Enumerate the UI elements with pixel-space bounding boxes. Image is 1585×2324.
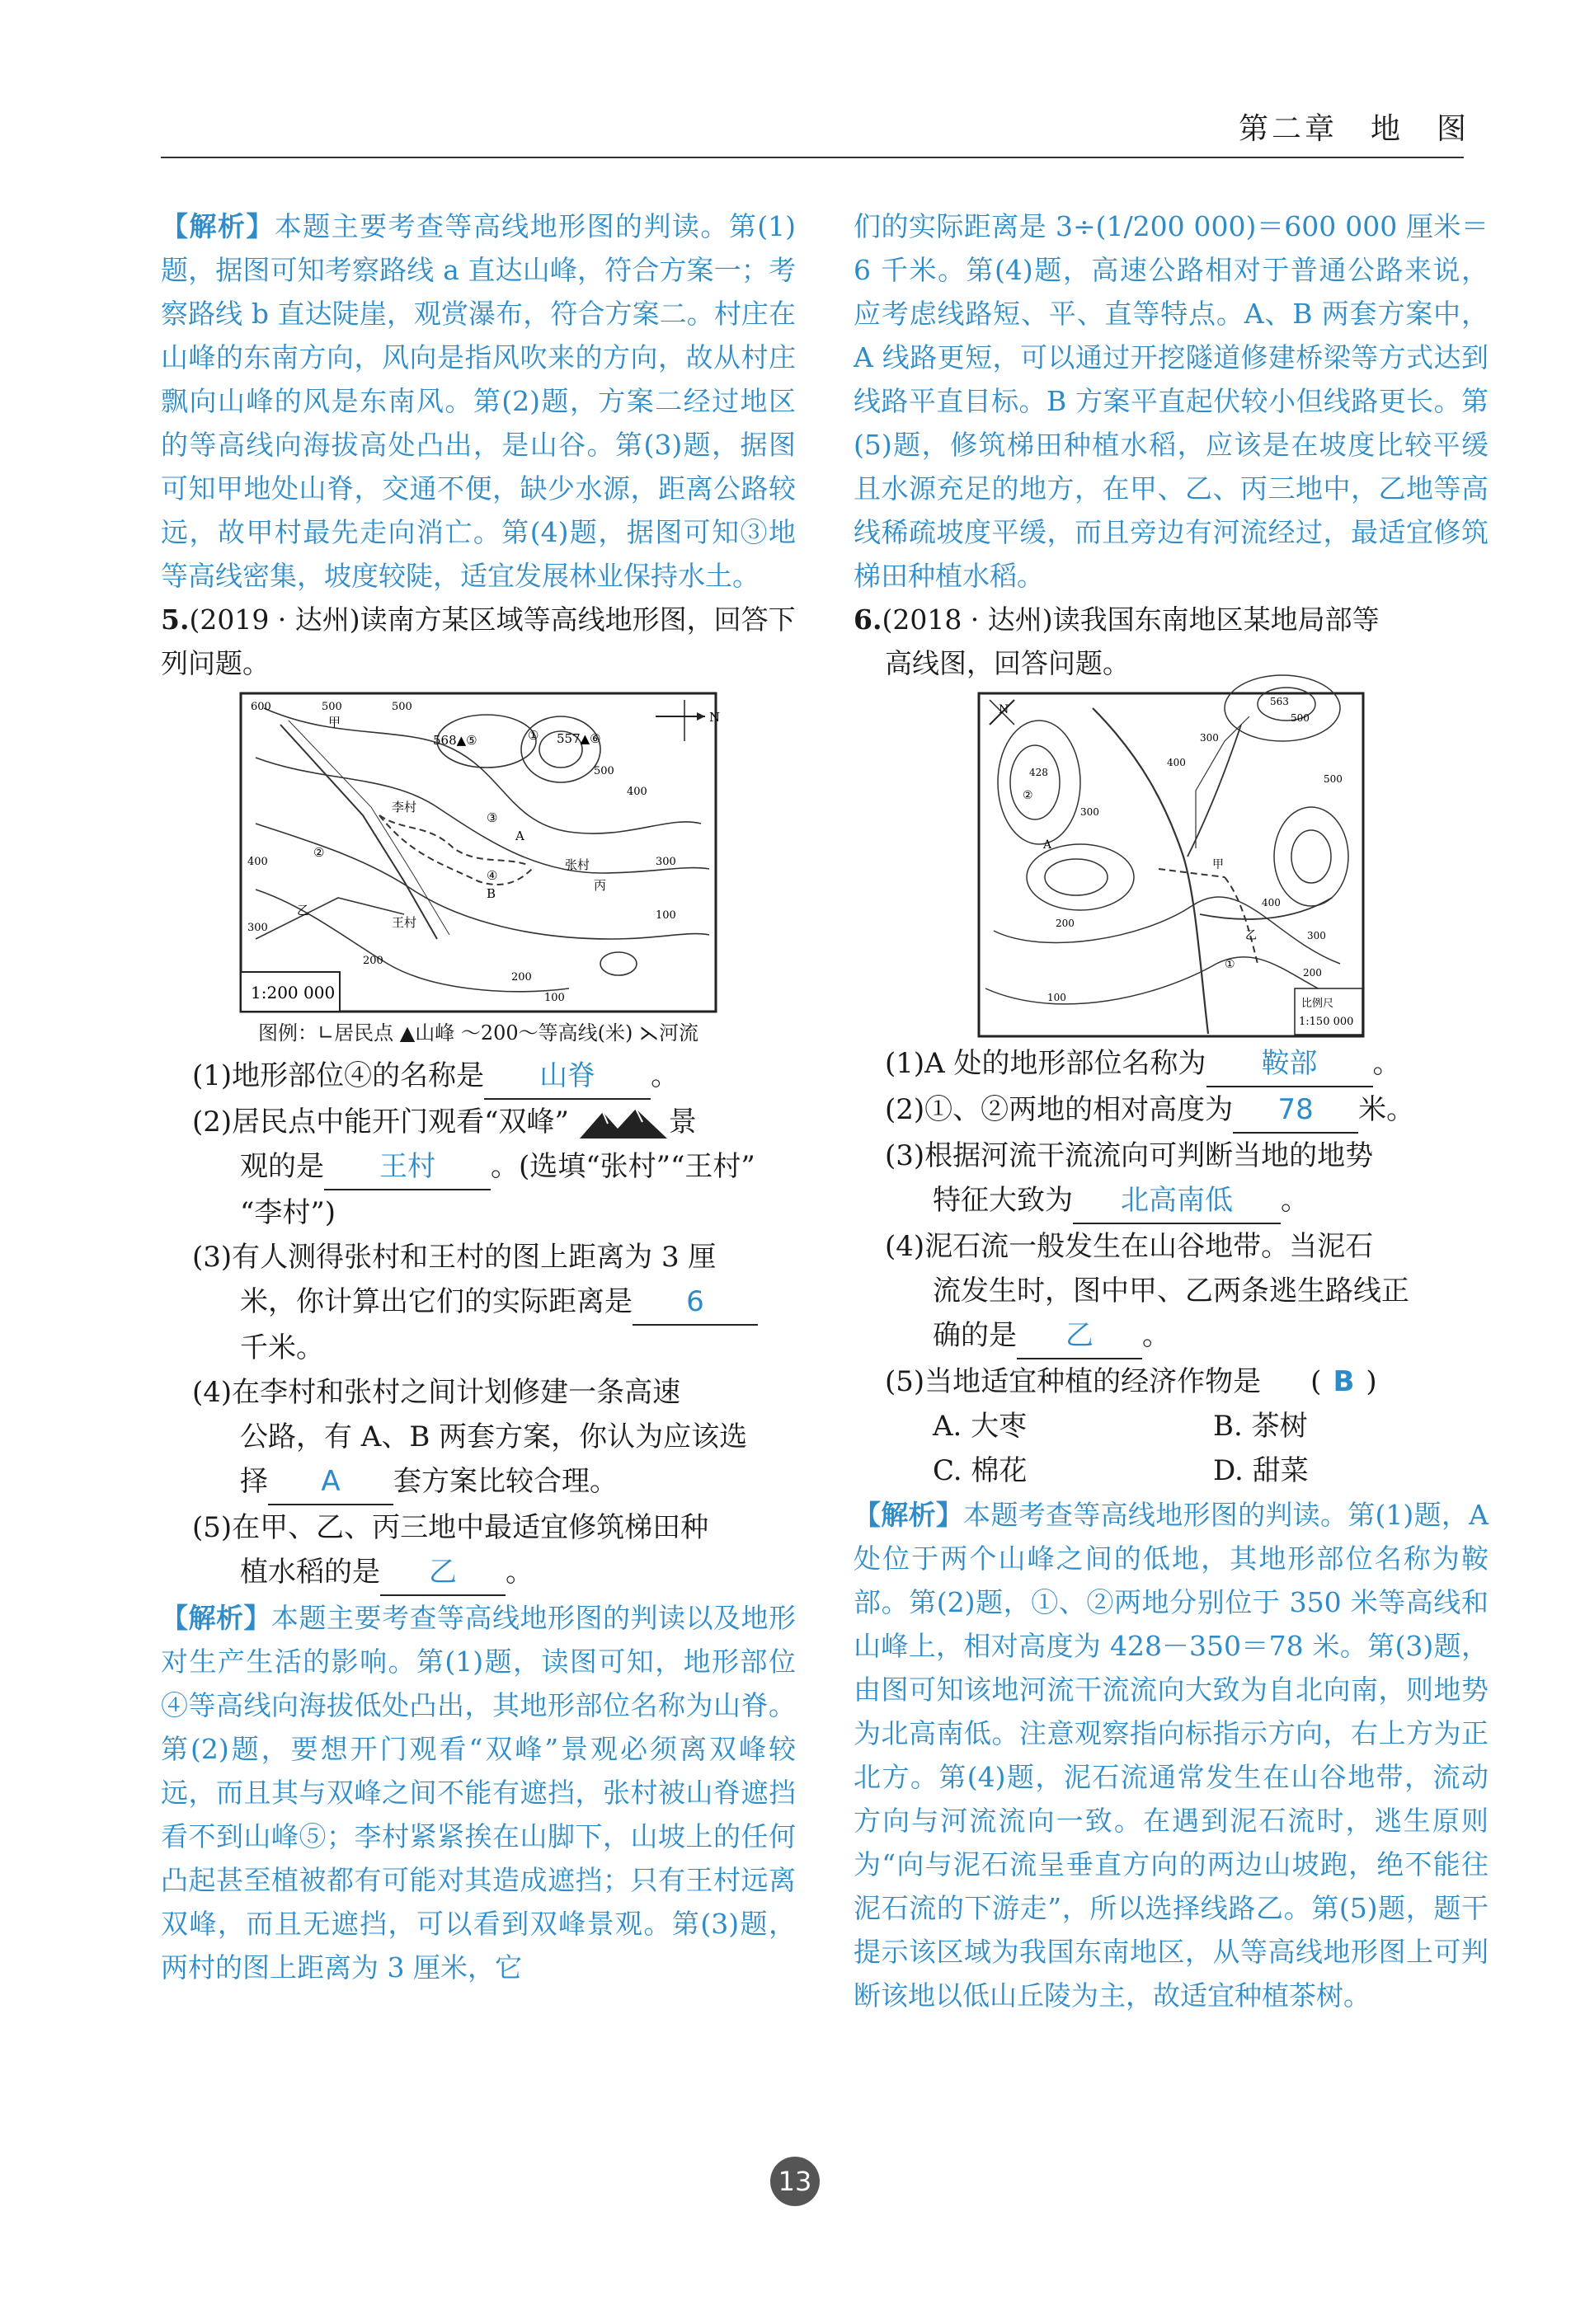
map-q5-bing: 丙 — [594, 878, 607, 893]
q5-sub1-text: (1)地形部位④的名称是 — [192, 1059, 485, 1092]
q5-sub1-answer: 山脊 — [484, 1054, 651, 1100]
map-q6-north: N — [999, 703, 1009, 716]
map-q5-A: A — [515, 829, 524, 843]
map-q5-e200b: 200 — [511, 971, 532, 984]
q5-sub3-answer: 6 — [633, 1279, 758, 1326]
map-q5-e100a: 100 — [656, 909, 676, 922]
q6-sub5-answer: B — [1333, 1365, 1355, 1398]
q5-sub2-text: (2)居民点中能开门观看“双峰” — [192, 1106, 569, 1139]
q5-sub4-line2: 公路，有 A、B 两套方案，你认为应该选 — [240, 1420, 748, 1453]
map-q5-e200a: 200 — [363, 955, 383, 967]
map-q6-c2: ② — [1023, 789, 1033, 802]
q5-sub2-line2-text: 观的是 — [240, 1150, 324, 1183]
map-q5-e400a: 400 — [247, 856, 268, 868]
map-q6-e200a: 200 — [1056, 918, 1075, 929]
q5-sub5-line2-post: 。 — [506, 1556, 534, 1589]
map-q5-c2: ② — [313, 845, 325, 860]
map-q6-e300c: 300 — [1307, 930, 1326, 941]
q5-sub4-line3 — [192, 1459, 796, 1505]
analysis-q5-tag: 【解析】 — [161, 1602, 271, 1634]
q5-sub4: (4)在李村和张村之间计划修建一条高速 — [192, 1376, 681, 1409]
q6-option-d: D. 甜菜 — [1213, 1454, 1309, 1487]
q5-sub2-line2 — [192, 1144, 796, 1190]
map-q5-e300b: 300 — [656, 856, 676, 868]
map-q6-scale: 1:150 000 — [1299, 1016, 1354, 1028]
map-q5-peak6: 557▲⑥ — [557, 731, 601, 746]
q5-sub2-answer: 王村 — [324, 1144, 491, 1190]
map-q5-e300a: 300 — [247, 922, 268, 934]
q5-sub5-line2-text: 植水稻的是 — [240, 1556, 380, 1589]
q6-sub3-answer: 北高南低 — [1073, 1178, 1281, 1224]
q6-option-b: B. 茶树 — [1213, 1410, 1308, 1443]
map-q6-e100: 100 — [1047, 992, 1066, 1003]
map-q5-e500a: 500 — [322, 701, 342, 713]
q6-sub4-line3 — [885, 1313, 1489, 1359]
q5-sub3-line2 — [192, 1279, 796, 1326]
q6-sub2-answer: 78 — [1233, 1087, 1358, 1134]
map-q6-e500b: 500 — [1324, 773, 1343, 785]
question-6-text: (2018 · 达州)读我国东南地区某地局部等 — [882, 603, 1380, 636]
map-q6-e500: 500 — [1291, 712, 1310, 724]
question-5-stem — [161, 598, 796, 685]
analysis-q6-tag: 【解析】 — [854, 1499, 964, 1531]
analysis-q5-continued: 们的实际距离是 3÷(1/200 000)＝600 000 厘米＝6 千米。第(4)题，高速公路相对于普通公路来说，应考虑线路短、平、直等特点。A、B 两套方案中，A 线路更短，可以通过开挖隧道修建桥梁等方式达到线路平直目标。B 方案平直起伏较小但线路更长。第(5)题，修筑梯田种植水稻，应该是在坡度比较平缓且水源充足的地方，在甲、乙、丙三地中，乙地等高线稀疏坡度平缓，而且旁边有河流经过，最适宜修筑梯田种植水稻。 — [854, 210, 1489, 592]
double-peak-icon — [578, 1107, 669, 1140]
q6-sub1-answer: 鞍部 — [1206, 1041, 1373, 1087]
q6-sub5 — [885, 1359, 1489, 1404]
map-q6-e200b: 200 — [1303, 967, 1322, 979]
chapter-header: 第二章 地 图 — [1238, 112, 1470, 146]
q5-sub3-line2-text: 米，你计算出它们的实际距离是 — [240, 1285, 633, 1318]
map-q6-e400b: 400 — [1262, 897, 1281, 908]
q6-sub3-line2 — [885, 1178, 1489, 1224]
header-rule — [161, 157, 1464, 158]
analysis-q5 — [161, 1596, 796, 1989]
page-number: 13 — [770, 2157, 820, 2206]
map-q5-jia: 甲 — [328, 715, 341, 730]
map-q6-yi: 乙 — [1245, 929, 1257, 942]
map-q6-A: A — [1043, 838, 1052, 852]
q5-sub3-line3: 千米。 — [240, 1331, 324, 1364]
map-q5-e500b: 500 — [392, 701, 412, 713]
q6-sub4-line2: 流发生时，图中甲、乙两条逃生路线正 — [933, 1275, 1409, 1308]
analysis-q5-text: 本题主要考查等高线地形图的判读以及地形对生产生活的影响。第(1)题，读图可知，地形部位④等高线向海拔低处凸出，其地形部位名称为山脊。第(2)题，要想开门观看“双峰”景观必须离双峰较远，而且其与双峰之间不能有遮挡，张村被山脊遮挡看不到山峰⑤；李村紧紧挨在山脚下，山坡上的任何凸起甚至植被都有可能对其造成遮挡；只有王村远离双峰，而且无遮挡，可以看到双峰景观。第(3)题，两村的图上距离为 3 厘米，它 — [161, 1602, 796, 1984]
map-q5-e100b: 100 — [544, 992, 565, 1004]
analysis-q6-text: 本题考查等高线地形图的判读。第(1)题，A 处位于两个山峰之间的低地，其地形部位名称为鞍部。第(2)题，①、②两地分别位于 350 米等高线和山峰上，相对高度为 428－350＝78 米。第(3)题，由图可知该地河流干流流向大致为自北向南，则地势为北高南低。注意观察指向标指示方向，右上方为正北方。第(4)题，泥石流通常发生在山谷地带，流动方向与河流流向一致。在遇到泥石流时，逃生原则为“向与泥石流呈垂直方向的两边山坡跑，绝不能往泥石流的下游走”，所以选择线路乙。第(5)题，题干提示该区域为我国东南地区，从等高线地形图上可判断该地以低山丘陵为主，故适宜种植茶树。 — [854, 1499, 1489, 2012]
q5-sub2-post: 景 — [668, 1106, 697, 1139]
map-q5-zhangcun: 张村 — [565, 857, 590, 872]
map-q5-yi: 乙 — [297, 903, 310, 918]
q6-sub2-post: 米。 — [1358, 1093, 1415, 1126]
right-column — [854, 204, 1489, 2017]
q6-sub5-text: (5)当地适宜种植的经济作物是 — [885, 1365, 1262, 1398]
map-q6-e400a: 400 — [1167, 757, 1186, 768]
map-q5-peak5: 568▲⑤ — [433, 733, 477, 748]
map-q5-licun: 李村 — [392, 800, 417, 815]
question-5-number: 5. — [161, 603, 190, 636]
q6-sub2 — [885, 1087, 1489, 1134]
map-q5-legend: 图例：∟居民点 ▲山峰 ～200～等高线(米) ⋋河流 — [258, 1021, 698, 1045]
q6-options — [933, 1404, 1489, 1493]
q6-sub1 — [885, 1041, 1489, 1087]
q5-sub5-answer: 乙 — [380, 1550, 506, 1596]
q5-sub1 — [192, 1054, 796, 1100]
map-q5-e500c: 500 — [594, 765, 614, 777]
q6-sub5-paren-right: ) — [1366, 1365, 1377, 1398]
q5-sub2 — [192, 1100, 796, 1144]
map-q6-scale-title: 比例尺 — [1301, 998, 1334, 1010]
question-6-stem — [854, 598, 1489, 641]
question-6-number: 6. — [854, 603, 882, 636]
map-q5-c1: ① — [528, 728, 539, 743]
q5-sub4-line3-post: 套方案比较合理。 — [393, 1465, 618, 1498]
q6-option-c: C. 棉花 — [933, 1454, 1028, 1487]
q6-sub3-line2-post: 。 — [1281, 1184, 1309, 1217]
q5-sub5: (5)在甲、乙、丙三地中最适宜修筑梯田种 — [192, 1511, 709, 1544]
q5-sub3: (3)有人测得张村和王村的图上距离为 3 厘 — [192, 1241, 717, 1274]
map-q6-jia: 甲 — [1212, 858, 1224, 871]
map-q6-e300a: 300 — [1200, 732, 1219, 744]
question-6-stem-line2: 高线图，回答问题。 — [885, 647, 1130, 679]
analysis-tag: 【解析】 — [161, 210, 275, 242]
contour-map-q5 — [239, 692, 721, 1013]
question-5-text: (2019 · 达州)读南方某区域等高线地形图，回答下列问题。 — [161, 603, 796, 679]
analysis-q4-text: 本题主要考查等高线地形图的判读。第(1)题，据图可知考察路线 a 直达山峰，符合方案一；考察路线 b 直达陡崖，观赏瀑布，符合方案二。村庄在山峰的东南方向，风向是指风吹来的方向，故从村庄飘向山峰的风是东南风。第(2)题，方案二经过地区的等高线向海拔高处凸出，是山谷。第(3)题，据图可知甲地处山脊，交通不便，缺少水源，距离公路较远，故甲村最先走向消亡。第(4)题，据图可知③地等高线密集，坡度较陡，适宜发展林业保持水土。 — [161, 210, 796, 592]
map-q6-e300b: 300 — [1080, 806, 1099, 818]
q6-sub4-answer: 乙 — [1017, 1313, 1142, 1359]
left-column — [161, 204, 796, 1989]
q6-sub1-post: 。 — [1372, 1047, 1401, 1080]
q5-sub2-line2-post: 。(选填“张村”“王村” — [491, 1150, 755, 1183]
map-q6-h563: 563 — [1270, 696, 1289, 707]
map-q6-c1: ① — [1225, 958, 1235, 971]
q6-sub1-text: (1)A 处的地形部位名称为 — [885, 1047, 1206, 1080]
q6-sub4: (4)泥石流一般发生在山谷地带。当泥石 — [885, 1230, 1374, 1263]
map-q6-h428: 428 — [1029, 767, 1048, 778]
map-q5-e400b: 400 — [627, 786, 647, 798]
q6-sub4-line3-text: 确的是 — [933, 1319, 1017, 1352]
q5-sub2-line3: “李村”) — [240, 1196, 336, 1229]
map-q5-scale: 1:200 000 — [251, 983, 336, 1002]
map-q5-B: B — [487, 886, 496, 901]
q6-sub4-line3-post: 。 — [1142, 1319, 1170, 1352]
contour-map-q6 — [977, 692, 1365, 1038]
q6-sub3: (3)根据河流干流流向可判断当地的地势 — [885, 1139, 1374, 1172]
q6-sub3-line2-text: 特征大致为 — [933, 1184, 1073, 1217]
analysis-q4 — [161, 204, 796, 598]
q5-sub4-answer: A — [268, 1459, 393, 1505]
q6-sub2-text: (2)①、②两地的相对高度为 — [885, 1093, 1234, 1126]
map-q5-c4: ④ — [487, 868, 498, 883]
map-q5-e600: 600 — [251, 701, 271, 713]
q5-sub5-line2 — [192, 1550, 796, 1596]
q5-sub4-line3-text: 择 — [240, 1465, 268, 1498]
q5-sub1-post: 。 — [651, 1059, 680, 1092]
q6-sub5-paren-left: ( — [1310, 1365, 1322, 1398]
map-q5-c3: ③ — [487, 810, 498, 825]
map-q5-wangcun: 王村 — [392, 915, 417, 930]
analysis-q6 — [854, 1493, 1489, 2017]
q6-option-a: A. 大枣 — [933, 1410, 1028, 1443]
map-q5-north: N — [709, 710, 721, 725]
